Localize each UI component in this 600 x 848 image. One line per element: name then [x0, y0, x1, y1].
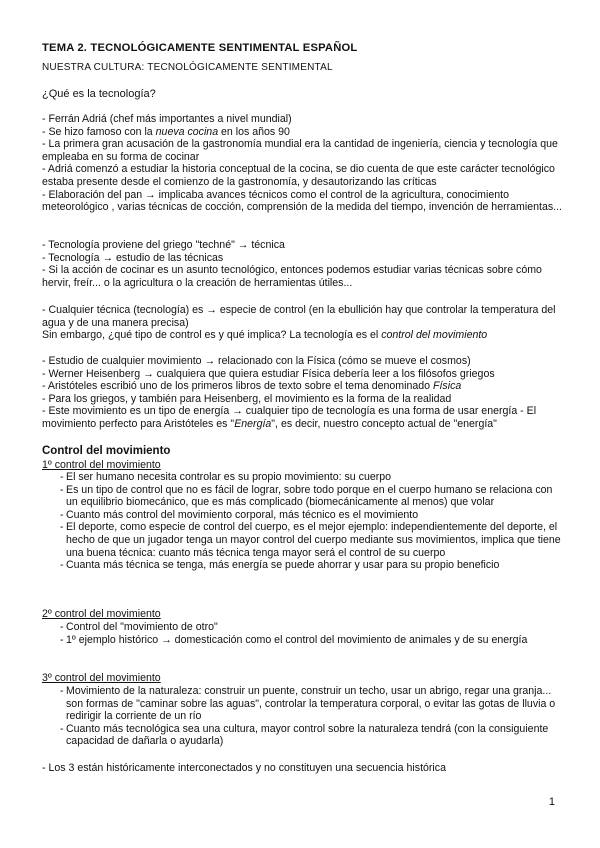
line: - Elaboración del pan → implicaba avances técnicos como el control de la agricultura, conocimiento meteorológico , varias técnicas de cocción, comprensión de la medida del tiempo, invención de herramientas... — [42, 188, 562, 214]
closing-paragraph: - Los 3 están históricamente interconectados y no constituyen una secuencia histórica — [42, 762, 446, 774]
line: - La primera gran acusación de la gastronomía mundial era la cantidad de ingeniería, ciencia y tecnología que empleaba en su forma de cocinar — [42, 138, 558, 163]
line: - Este movimiento es un tipo de energía → cualquier tipo de tecnología es una forma de usar energía - El movimiento perfecto para Aristóteles es "Energía", es decir, nuestro concepto actual de "energía" — [42, 405, 537, 430]
paragraph-block-control — [42, 304, 562, 342]
page-number: 1 — [548, 796, 555, 808]
list-item: - Control del "movimiento de otro" — [42, 621, 562, 634]
line: - Cualquier técnica (tecnología) es → especie de control (en la ebullición hay que controlar la temperatura del agua y de una manera precisa) — [42, 304, 556, 329]
list-item: - El deporte, como especie de control del cuerpo, es el mejor ejemplo: independientemente del deporte, el hecho de que un jugador tenga un mayor control del cuerpo mediante sus movimientos, implica que tiene una buena técnica: cuanto más técnica tenga mayor será el control de su cuerpo — [42, 521, 562, 559]
document-title: TEMA 2. TECNOLÓGICAMENTE SENTIMENTAL ESPAÑOL — [42, 42, 358, 54]
paragraph-block-adria — [42, 113, 562, 214]
line: - Estudio de cualquier movimiento → relacionado con la Física (cómo se mueve el cosmos) — [42, 355, 471, 367]
list-item: - Cuanto más control del movimiento corporal, más técnico es el movimiento — [42, 509, 562, 522]
document-subtitle: NUESTRA CULTURA: TECNOLÓGICAMENTE SENTIMENTAL — [42, 62, 333, 73]
list-item: - Cuanta más técnica se tenga, más energía se puede ahorrar y usar para su propio beneficio — [42, 559, 562, 572]
line: Sin embargo, ¿qué tipo de control es y qué implica? La tecnología es el control del movimiento — [42, 329, 488, 342]
list-item: - Es un tipo de control que no es fácil de lograr, sobre todo porque en el cuerpo humano se relaciona con un equilibrio biomecánico, que es más complicado (biomecánicamente al menos) que volar — [42, 484, 562, 509]
line: - Werner Heisenberg → cualquiera que quiera estudiar Física debería leer a los filósofos griegos — [42, 367, 495, 380]
line: - Ferrán Adriá (chef más importantes a nivel mundial) — [42, 113, 292, 125]
section-title: Control del movimiento — [42, 445, 171, 457]
list-control-2 — [42, 621, 562, 646]
list-item: - El ser humano necesita controlar es su propio movimiento: su cuerpo — [42, 471, 562, 484]
paragraph-block-physics — [42, 355, 562, 431]
list-item: - Cuanto más tecnológica sea una cultura, mayor control sobre la naturaleza tendrá (con la consiguiente capacidad de dañarla o ayudarla) — [42, 723, 562, 748]
line: - Tecnología proviene del griego "techné" → técnica — [42, 239, 285, 251]
line: - Si la acción de cocinar es un asunto tecnológico, entonces podemos estudiar varias técnicas sobre cómo hervir, freír... o la agricultura o la creación de herramientas útiles... — [42, 264, 542, 289]
list-control-3 — [42, 685, 562, 748]
question-heading: ¿Qué es la tecnología? — [42, 88, 156, 100]
list-item: - 1º ejemplo histórico → domesticación como el control del movimiento de animales y de su energía — [42, 634, 562, 647]
line: - Adriá comenzó a estudiar la historia conceptual de la cocina, se dio cuenta de que este carácter tecnológico estaba presente desde el comienzo de la gastronomía, y desautorizando las críticas — [42, 163, 555, 188]
line: - Se hizo famoso con la nueva cocina en los años 90 — [42, 125, 290, 138]
list-item: - Movimiento de la naturaleza: construir un puente, construir un techo, usar un abrigo, regar una granja... son formas de "caminar sobre las aguas", controlar la temperatura corporal, o evitar las gotas de lluvia o redirigir la corriente de un río — [42, 685, 562, 723]
sub-heading-3: 3º control del movimiento — [42, 672, 161, 684]
line: - Para los griegos, y también para Heisenberg, el movimiento es la forma de la realidad — [42, 392, 452, 405]
line: - Tecnología → estudio de las técnicas — [42, 251, 224, 264]
line: - Aristóteles escribió uno de los primeros libros de texto sobre el tema denominado Física — [42, 380, 462, 393]
sub-heading-1: 1º control del movimiento — [42, 459, 161, 471]
sub-heading-2: 2º control del movimiento — [42, 608, 161, 620]
list-control-1 — [42, 471, 562, 572]
paragraph-block-techne — [42, 239, 562, 289]
